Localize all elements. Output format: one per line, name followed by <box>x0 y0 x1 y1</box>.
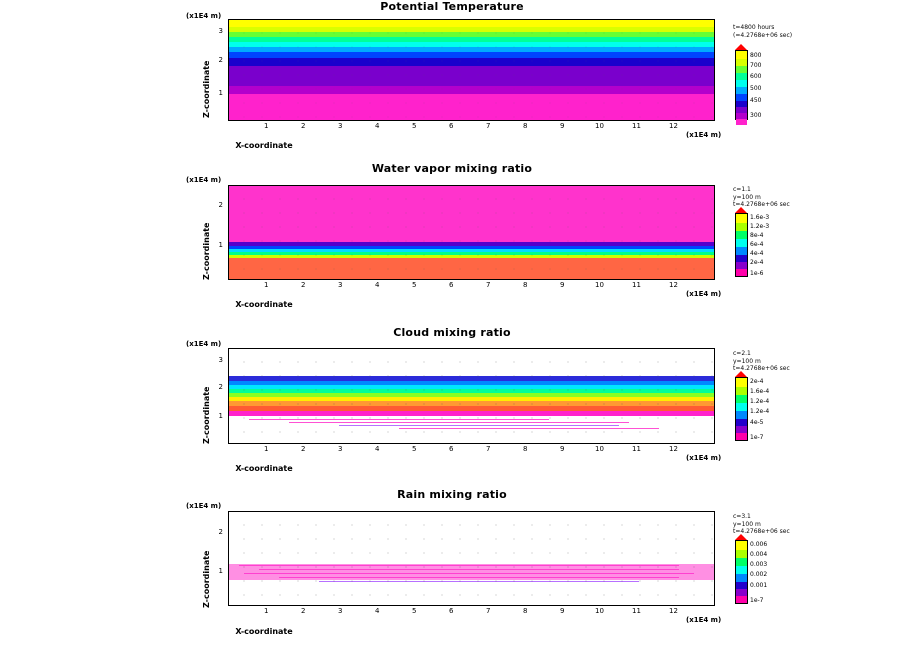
colorbar-label: 600 <box>750 73 762 80</box>
x-tick: 8 <box>523 122 528 130</box>
colorbar-segment <box>736 262 747 269</box>
colorbar-segment <box>736 214 747 223</box>
grid-dots <box>229 349 714 443</box>
x-tick: 4 <box>375 122 380 130</box>
panel-rain-mixing-ratio <box>0 488 904 654</box>
x-tick: 7 <box>486 122 491 130</box>
colorbar-segment <box>736 80 747 87</box>
panel-potential-temperature <box>0 0 904 160</box>
panel-title: Cloud mixing ratio <box>393 326 511 339</box>
y-tick: 1 <box>218 241 223 249</box>
x-tick: 2 <box>301 607 306 615</box>
colorbar-segment <box>736 387 747 395</box>
legend-meta: c=2.1 <box>733 350 751 357</box>
y-tick: 2 <box>218 528 223 536</box>
colorbar[interactable] <box>735 50 748 120</box>
x-tick: 10 <box>595 281 604 289</box>
y-tick: 1 <box>218 412 223 420</box>
plot-area <box>228 511 715 606</box>
colorbar-label: 500 <box>750 85 762 92</box>
legend-meta: y=100 m <box>733 357 761 365</box>
x-tick: 5 <box>412 281 417 289</box>
x-tick: 12 <box>669 281 678 289</box>
colorbar-label: 2e-4 <box>750 378 764 385</box>
colorbar-label: 6e-4 <box>750 241 764 248</box>
x-tick: 11 <box>632 445 641 453</box>
x-tick: 1 <box>264 281 269 289</box>
y-axis-unit-top: (x1E4 m) <box>186 502 222 510</box>
plot-area <box>228 185 715 280</box>
y-tick: 2 <box>218 201 223 209</box>
colorbar-segment <box>736 574 747 582</box>
y-axis-unit-top: (x1E4 m) <box>186 340 222 348</box>
colorbar-segment <box>736 231 747 239</box>
x-tick: 6 <box>449 122 454 130</box>
x-axis-label: X-coordinate <box>235 300 293 309</box>
y-axis-unit-top: (x1E4 m) <box>186 12 222 20</box>
colorbar-segment <box>736 582 747 589</box>
x-tick: 6 <box>449 445 454 453</box>
colorbar-segment <box>736 558 747 566</box>
colorbar-segment <box>736 426 747 433</box>
panel-cloud-mixing-ratio <box>0 324 904 488</box>
x-axis-unit: (x1E4 m) <box>686 131 722 139</box>
x-axis-label: X-coordinate <box>235 141 293 150</box>
x-tick: 10 <box>595 122 604 130</box>
legend <box>733 513 790 536</box>
colorbar-label: 0.004 <box>750 551 768 558</box>
y-axis-label: Z-coordinate <box>202 222 211 280</box>
y-axis-label: Z-coordinate <box>202 386 211 444</box>
x-tick: 8 <box>523 445 528 453</box>
colorbar-segment <box>736 51 747 59</box>
x-tick: 7 <box>486 607 491 615</box>
y-tick: 2 <box>218 56 223 64</box>
colorbar-segment <box>736 589 747 596</box>
colorbar-segment <box>736 566 747 574</box>
colorbar-segment <box>736 223 747 231</box>
colorbar-label: 1.6e-4 <box>750 388 770 395</box>
colorbar-segment <box>736 66 747 73</box>
x-tick: 4 <box>375 607 380 615</box>
colorbar-segment <box>736 550 747 558</box>
panel-title: Potential Temperature <box>380 0 524 13</box>
x-tick: 3 <box>338 445 343 453</box>
x-tick: 10 <box>595 445 604 453</box>
colorbar-label: 450 <box>750 97 762 104</box>
colorbar-segment <box>736 255 747 262</box>
legend-meta: y=100 m <box>733 520 761 528</box>
colorbar-segment <box>736 541 747 550</box>
colorbar-label: 0.003 <box>750 561 768 568</box>
x-tick: 12 <box>669 122 678 130</box>
legend-meta: t=4.2768e+06 sec <box>733 201 790 208</box>
x-tick: 6 <box>449 281 454 289</box>
x-tick: 11 <box>632 122 641 130</box>
legend-meta: y=100 m <box>733 193 761 201</box>
colorbar-label: 2e-4 <box>750 259 764 266</box>
x-tick: 6 <box>449 607 454 615</box>
colorbar-segment <box>736 419 747 426</box>
x-axis-unit: (x1E4 m) <box>686 290 722 298</box>
colorbar-label: 4e-5 <box>750 419 764 426</box>
x-tick: 8 <box>523 281 528 289</box>
colorbar-label: 1e-6 <box>750 270 764 277</box>
y-tick: 1 <box>218 89 223 97</box>
x-axis-unit: (x1E4 m) <box>686 454 722 462</box>
y-tick: 2 <box>218 383 223 391</box>
x-tick: 5 <box>412 122 417 130</box>
x-tick: 11 <box>632 281 641 289</box>
plot-area <box>228 19 715 121</box>
legend-meta: (=4.2768e+06 sec) <box>733 31 793 39</box>
x-tick: 3 <box>338 607 343 615</box>
x-tick: 9 <box>560 607 565 615</box>
y-axis-label: Z-coordinate <box>202 550 211 608</box>
x-axis-label: X-coordinate <box>235 627 293 636</box>
x-tick: 12 <box>669 607 678 615</box>
colorbar-segment <box>736 239 747 247</box>
colorbar[interactable] <box>735 213 748 277</box>
colorbar-label: 1.2e-3 <box>750 223 770 230</box>
panel-title: Water vapor mixing ratio <box>371 162 533 175</box>
colorbar-segment <box>736 395 747 403</box>
colorbar[interactable] <box>735 540 748 604</box>
x-tick: 10 <box>595 607 604 615</box>
colorbar-label: 8e-4 <box>750 232 764 239</box>
x-axis-label: X-coordinate <box>235 464 293 473</box>
colorbar-label: 0.002 <box>750 571 768 578</box>
panel-title: Rain mixing ratio <box>397 488 507 501</box>
x-tick: 8 <box>523 607 528 615</box>
legend-meta: c=3.1 <box>733 513 751 520</box>
colorbar-label: 1.2e-4 <box>750 398 770 405</box>
legend <box>733 350 790 373</box>
x-tick: 1 <box>264 122 269 130</box>
x-tick: 9 <box>560 445 565 453</box>
x-tick: 2 <box>301 281 306 289</box>
legend-meta: t=4.2768e+06 sec <box>733 528 790 535</box>
colorbar-label: 4e-4 <box>750 250 764 257</box>
colorbar-segment <box>736 247 747 255</box>
x-tick: 7 <box>486 281 491 289</box>
x-tick: 5 <box>412 607 417 615</box>
colorbar-label: 1.2e-4 <box>750 408 770 415</box>
x-tick: 9 <box>560 122 565 130</box>
colorbar-segment <box>736 411 747 419</box>
x-tick: 7 <box>486 445 491 453</box>
colorbar-label: 300 <box>750 112 762 119</box>
y-tick: 3 <box>218 27 223 35</box>
x-axis-unit: (x1E4 m) <box>686 616 722 624</box>
y-tick: 3 <box>218 356 223 364</box>
colorbar-label: 0.006 <box>750 541 768 548</box>
x-tick: 9 <box>560 281 565 289</box>
plot-area <box>228 348 715 444</box>
grid-dots <box>229 186 714 279</box>
x-tick: 3 <box>338 281 343 289</box>
colorbar-segment <box>736 94 747 101</box>
colorbar-label: 700 <box>750 62 762 69</box>
colorbar-segment <box>736 119 747 125</box>
x-tick: 1 <box>264 607 269 615</box>
legend-meta: t=4.2768e+06 sec <box>733 365 790 372</box>
panel-water-vapor-mixing-ratio <box>0 162 904 324</box>
colorbar[interactable] <box>735 377 748 441</box>
x-tick: 4 <box>375 445 380 453</box>
colorbar-label: 0.001 <box>750 582 768 589</box>
colorbar-segment <box>736 403 747 411</box>
colorbar-segment <box>736 269 747 276</box>
legend-meta: c=1.1 <box>733 186 751 193</box>
x-tick: 1 <box>264 445 269 453</box>
legend <box>733 24 792 39</box>
x-tick: 4 <box>375 281 380 289</box>
y-axis-label: Z-coordinate <box>202 60 211 118</box>
x-tick: 2 <box>301 122 306 130</box>
x-tick: 11 <box>632 607 641 615</box>
x-tick: 2 <box>301 445 306 453</box>
y-axis-unit-top: (x1E4 m) <box>186 176 222 184</box>
colorbar-segment <box>736 596 747 603</box>
y-tick: 1 <box>218 567 223 575</box>
colorbar-label: 1.6e-3 <box>750 214 770 221</box>
grid-dots <box>229 20 714 120</box>
colorbar-label: 1e-7 <box>750 434 764 441</box>
x-tick: 12 <box>669 445 678 453</box>
colorbar-segment <box>736 59 747 66</box>
legend-meta: t=4800 hours <box>733 24 775 31</box>
colorbar-segment <box>736 433 747 440</box>
colorbar-label: 1e-7 <box>750 597 764 604</box>
colorbar-segment <box>736 73 747 80</box>
colorbar-segment <box>736 87 747 94</box>
x-tick: 3 <box>338 122 343 130</box>
colorbar-segment <box>736 378 747 387</box>
x-tick: 5 <box>412 445 417 453</box>
colorbar-label: 800 <box>750 52 762 59</box>
legend <box>733 186 790 209</box>
grid-dots <box>229 512 714 605</box>
